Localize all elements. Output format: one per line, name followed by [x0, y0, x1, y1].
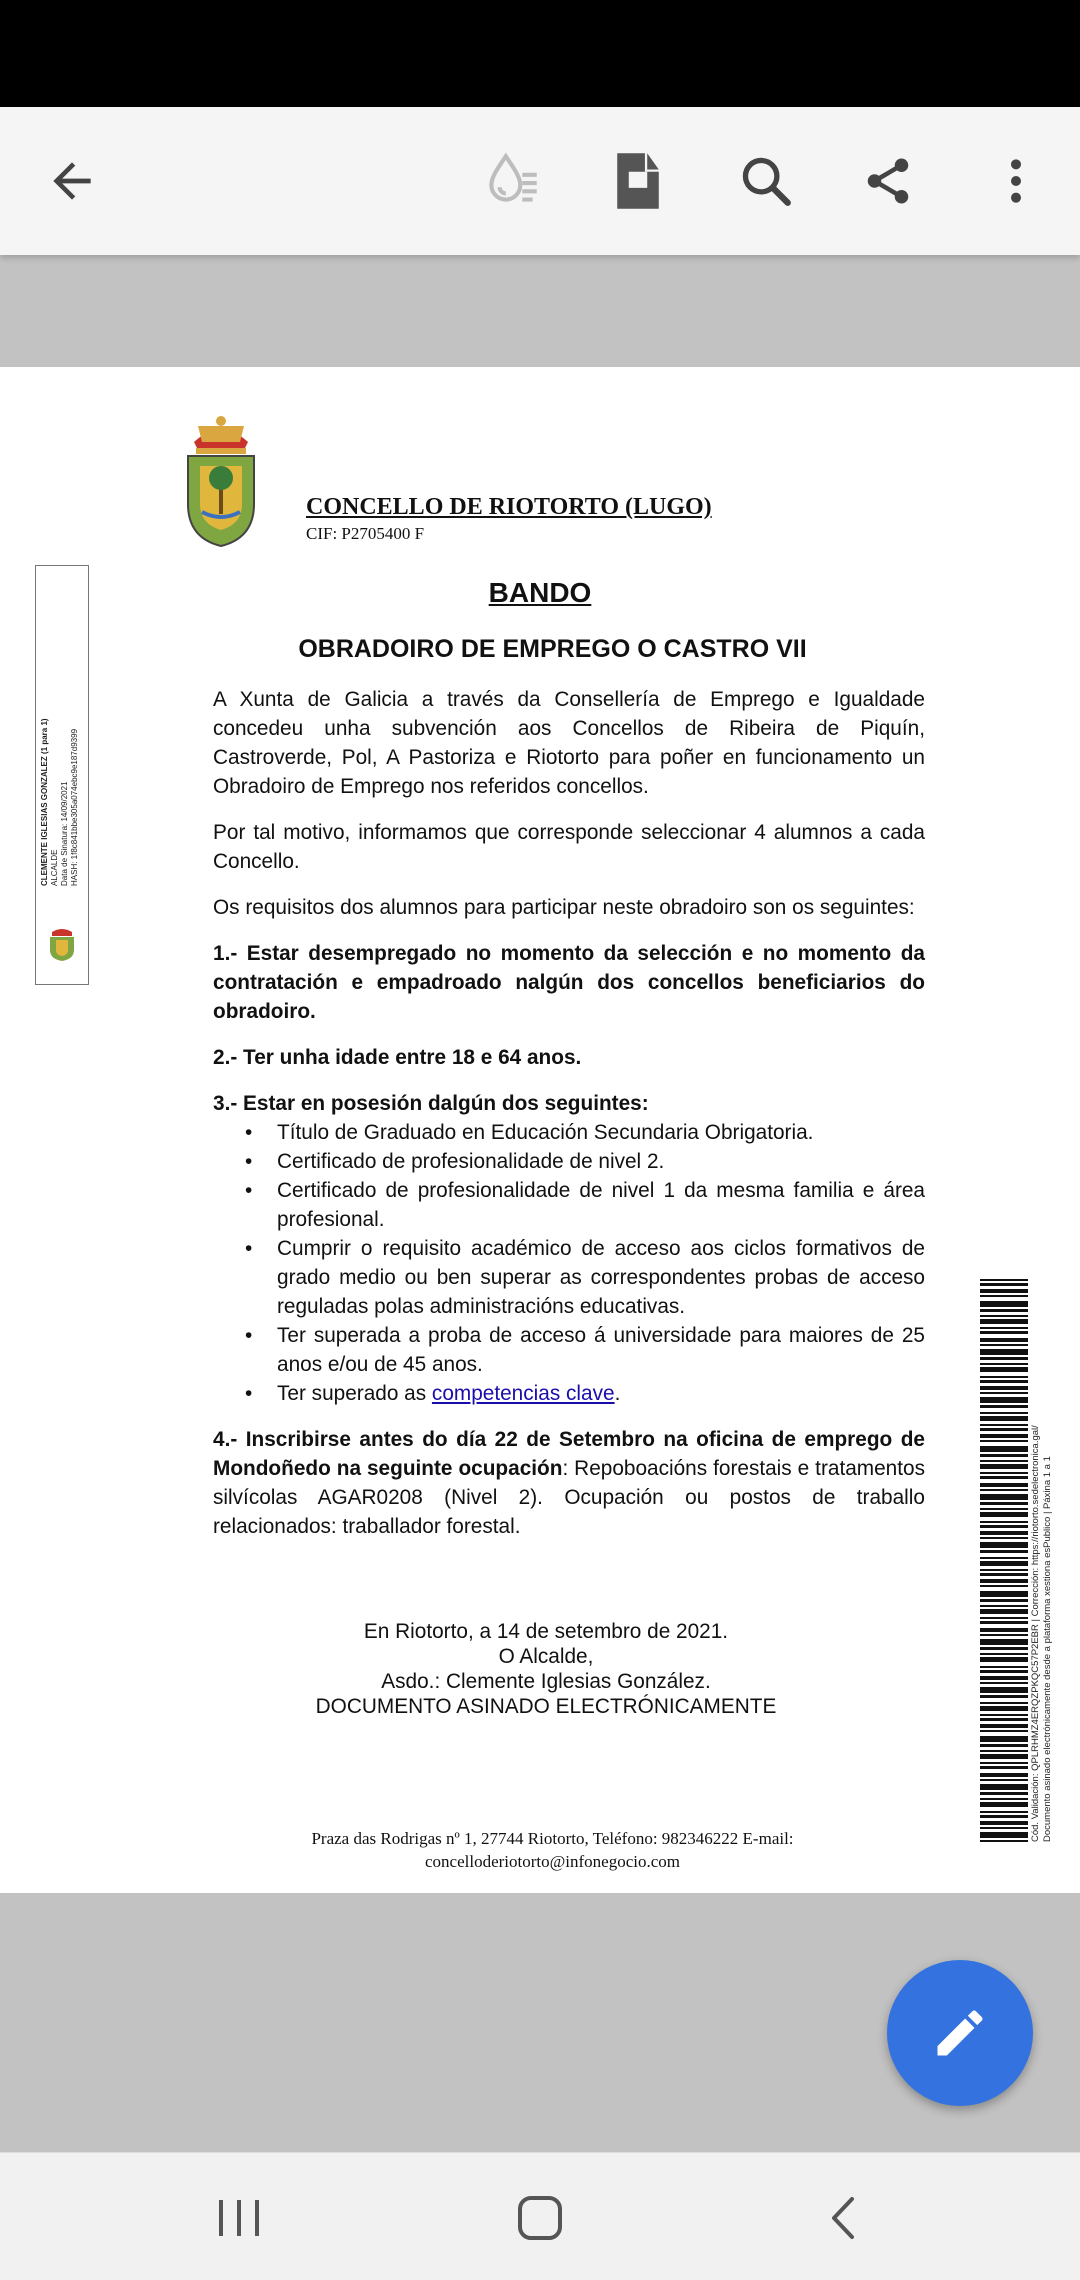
- paragraph-selection: Por tal motivo, informamos que corresponde seleccionar 4 alumnos a cada Concello.: [213, 821, 925, 873]
- barcode-bar: [980, 1489, 1028, 1491]
- barcode-bar: [980, 1508, 1028, 1510]
- barcode-caption: [1030, 1279, 1054, 1842]
- barcode-bar: [980, 1682, 1028, 1684]
- nav-back-icon[interactable]: [808, 2183, 878, 2253]
- requirement-4: [213, 1425, 925, 1541]
- signer-role: ALCALDE: [50, 849, 59, 886]
- pdf-page: [0, 367, 1080, 1893]
- list-item: • Certificado de profesionalidade de nivel 2.: [213, 1147, 925, 1176]
- barcode-bar: [980, 1557, 1028, 1559]
- barcode-bar: [980, 1621, 1028, 1624]
- barcode-bar: [980, 1773, 1028, 1777]
- barcode-bar: [980, 1319, 1028, 1324]
- barcode-bar: [980, 1657, 1028, 1662]
- barcode-bar: [980, 1840, 1028, 1842]
- barcode-bar: [980, 1531, 1028, 1535]
- signature-date: Data de Sinatura: 14/09/2021: [60, 781, 69, 886]
- barcode-platform-note: Documento asinado electrónicamente desde a plataforma xestiona esPublico | Páxina 1 a 1: [1042, 1456, 1053, 1842]
- barcode-bar: [980, 1376, 1028, 1378]
- barcode-bar: [980, 1344, 1028, 1346]
- barcode-bar: [980, 1537, 1028, 1539]
- reading-mode-icon[interactable]: [468, 137, 556, 225]
- requirement-3-title: 3.- Estar en posesión dalgún dos seguintes:: [213, 1092, 649, 1115]
- document-body: [213, 685, 925, 1558]
- barcode-bar: [980, 1483, 1028, 1487]
- barcode-bar: [980, 1521, 1028, 1523]
- system-navigation-bar: [0, 2152, 1080, 2280]
- recent-apps-icon[interactable]: [204, 2183, 274, 2253]
- barcode-bar: [980, 1706, 1028, 1711]
- requirement-4-bold: 4.- Inscribirse antes do día 22 de Setembro na oficina de emprego de Mondoñedo na seguinte ocupación: [213, 1428, 925, 1480]
- barcode-bar: [980, 1494, 1028, 1500]
- barcode-bar: [980, 1525, 1028, 1528]
- barcode-bar: [980, 1338, 1028, 1342]
- barcode-bar: [980, 1301, 1028, 1307]
- barcode-bar: [980, 1744, 1028, 1747]
- barcode-bar: [980, 1724, 1028, 1728]
- barcode-bar: [980, 1784, 1028, 1790]
- barcode-bar: [980, 1363, 1028, 1365]
- barcode-bar: [980, 1327, 1028, 1329]
- paragraph-requirements: Os requisitos dos alumnos para participar neste obradoiro son os seguintes:: [213, 896, 915, 919]
- barcode-bar: [980, 1397, 1028, 1403]
- edit-pencil-icon: [930, 2003, 990, 2063]
- barcode-bar: [980, 1569, 1028, 1571]
- barcode-bar: [980, 1670, 1028, 1673]
- barcode-bar: [980, 1446, 1028, 1452]
- sign-name: Asdo.: Clemente Iglesias González.: [381, 1670, 711, 1693]
- barcode-bar: [980, 1279, 1028, 1281]
- stamp-crest-icon: [48, 926, 76, 962]
- signature-stamp-text: [40, 586, 80, 886]
- barcode-bar: [980, 1454, 1028, 1457]
- signer-name: CLEMENTE IGLESIAS GONZALEZ (1 para 1): [40, 718, 49, 886]
- list-item-suffix: .: [614, 1382, 621, 1405]
- barcode-bar: [980, 1386, 1028, 1390]
- barcode-bar: [980, 1424, 1028, 1426]
- list-item: • Cumprir o requisito académico de acceso aos ciclos formativos de grado medio ou ben superar as correspondentes probas de acceso reguladas polas administracións educativas.: [213, 1234, 925, 1321]
- edit-fab-button[interactable]: [887, 1960, 1033, 2106]
- barcode-validation-code: Cód. Validación: QPLRHMZ4ERQZPKQC57P2EBR | Corrección: https://riotorto.sedelectronica.gal/: [1030, 1425, 1041, 1842]
- more-options-icon[interactable]: [972, 137, 1060, 225]
- barcode-bar: [980, 1815, 1028, 1818]
- document-view-icon[interactable]: [594, 137, 682, 225]
- barcode-bar: [980, 1779, 1028, 1781]
- barcode-bar: [980, 1561, 1028, 1566]
- barcode-bar: [980, 1315, 1028, 1317]
- organization-cif: CIF: P2705400 F: [306, 524, 425, 543]
- requirement-4-rest: : Repoboacións forestais e tratamentos silvícolas AGAR0208 (Nivel 2). Ocupación ou postos de traballo relacionados: traballador forestal.: [213, 1457, 925, 1538]
- barcode-bar: [980, 1472, 1028, 1474]
- home-icon[interactable]: [505, 2183, 575, 2253]
- barcode-bar: [980, 1687, 1028, 1693]
- barcode-bar: [980, 1647, 1028, 1650]
- barcode-bar: [980, 1309, 1028, 1312]
- barcode-bar: [980, 1464, 1028, 1469]
- barcode-bar: [980, 1762, 1028, 1764]
- list-item: • Título de Graduado en Educación Secundaria Obrigatoria.: [213, 1118, 925, 1147]
- requirement-3-list: [213, 1118, 925, 1408]
- barcode-bar: [980, 1460, 1028, 1462]
- barcode-bar: [980, 1827, 1028, 1829]
- list-item: • Ter superada a proba de acceso á universidade para maiores de 25 anos e/ou de 45 anos.: [213, 1321, 925, 1379]
- barcode-bar: [980, 1405, 1028, 1408]
- barcode-bar: [980, 1832, 1028, 1838]
- barcode-bar: [980, 1440, 1028, 1442]
- barcode-bar: [980, 1802, 1028, 1807]
- barcode-bar: [980, 1579, 1028, 1583]
- barcode-bar: [980, 1798, 1028, 1800]
- barcode-bar: [980, 1416, 1028, 1421]
- signature-block: [0, 1619, 1080, 1719]
- barcode-bar: [980, 1639, 1028, 1645]
- signature-hash: HASH: 1f8c841bbe305a074ebc9e187d9399: [70, 728, 79, 886]
- barcode-bar: [980, 1295, 1028, 1297]
- barcode-bar: [980, 1542, 1028, 1548]
- barcode-bar: [980, 1609, 1028, 1614]
- signature-stamp-box: [35, 565, 89, 985]
- barcode-bar: [980, 1550, 1028, 1553]
- barcode-bar: [980, 1792, 1028, 1795]
- requirement-2: 2.- Ter unha idade entre 18 e 64 anos.: [213, 1046, 582, 1069]
- barcode-bar: [980, 1392, 1028, 1394]
- pdf-viewer[interactable]: [0, 255, 1080, 2152]
- sign-place-date: En Riotorto, a 14 de setembro de 2021.: [363, 1620, 729, 1643]
- top-toolbar: [0, 107, 1080, 255]
- barcode-bar: [980, 1617, 1028, 1619]
- barcode-bar: [980, 1821, 1028, 1825]
- sign-electronic-note: DOCUMENTO ASINADO ELECTRÓNICAMENTE: [315, 1695, 777, 1718]
- footer-email: concelloderiotorto@infonegocio.com: [425, 1852, 680, 1871]
- barcode-bar: [980, 1349, 1028, 1355]
- barcode-bar: [980, 1502, 1028, 1505]
- back-arrow-icon[interactable]: [28, 137, 116, 225]
- barcode-bar: [980, 1434, 1028, 1438]
- document-footer: [0, 1827, 1080, 1873]
- barcode-bar: [980, 1714, 1028, 1716]
- list-item: • Certificado de profesionalidade de nivel 1 da mesma familia e área profesional.: [213, 1176, 925, 1234]
- barcode-bar: [980, 1512, 1028, 1517]
- share-icon[interactable]: [844, 137, 932, 225]
- barcode-bar: [980, 1695, 1028, 1698]
- search-icon[interactable]: [722, 137, 810, 225]
- requirement-1: 1.- Estar desempregado no momento da selección e no momento da contratación e empadroado nalgún dos concellos beneficiarios do obradoiro.: [213, 942, 925, 1023]
- barcode-bar: [980, 1736, 1028, 1742]
- paragraph-intro: A Xunta de Galicia a través da Consellería de Emprego e Igualdade concedeu unha subvención aos Concellos de Ribeira de Piquín, Castroverde, Pol, A Pastoriza e Riotorto para poñer en funcionamento un Obradoiro de Emprego nos referidos concellos.: [213, 688, 925, 798]
- footer-address: Praza das Rodrigas nº 1, 27744 Riotorto, Teléfono: 982346222 E-mail:: [311, 1829, 794, 1848]
- barcode-bar: [980, 1289, 1028, 1293]
- barcode-bar: [980, 1331, 1028, 1334]
- barcode-bar: [980, 1283, 1028, 1286]
- barcode-bar: [980, 1412, 1028, 1414]
- barcode-bar: [980, 1730, 1028, 1732]
- bando-heading: BANDO: [488, 577, 592, 608]
- status-bar: [0, 0, 1080, 107]
- barcode-bar: [980, 1591, 1028, 1597]
- barcode-bar: [980, 1428, 1028, 1431]
- barcode-bar: [980, 1666, 1028, 1668]
- barcode-bar: [980, 1676, 1028, 1680]
- competencias-clave-link[interactable]: competencias clave: [431, 1382, 615, 1405]
- list-item-prefix: Ter superado as: [277, 1382, 432, 1405]
- barcode-bar: [980, 1573, 1028, 1576]
- barcode-bar: [980, 1718, 1028, 1721]
- barcode-bar: [980, 1811, 1028, 1813]
- barcode-bar: [980, 1702, 1028, 1704]
- barcode-bar: [980, 1599, 1028, 1602]
- sign-role: O Alcalde,: [498, 1645, 594, 1668]
- barcode-bar: [980, 1754, 1028, 1759]
- document-subtitle: OBRADOIRO DE EMPREGO O CASTRO VII: [298, 635, 807, 663]
- barcode-bar: [980, 1605, 1028, 1607]
- barcode-bar: [980, 1367, 1028, 1372]
- municipal-crest-logo: [180, 412, 262, 548]
- organization-title: CONCELLO DE RIOTORTO (LUGO): [306, 494, 712, 520]
- barcode-bar: [980, 1766, 1028, 1769]
- barcode-bar: [980, 1476, 1028, 1479]
- validation-barcode: [980, 1279, 1028, 1842]
- barcode-bar: [980, 1750, 1028, 1752]
- barcode-bar: [980, 1634, 1028, 1636]
- list-item: [213, 1379, 925, 1408]
- barcode-bar: [980, 1585, 1028, 1587]
- barcode-bar: [980, 1653, 1028, 1655]
- barcode-bar: [980, 1357, 1028, 1360]
- barcode-bar: [980, 1628, 1028, 1632]
- barcode-bar: [980, 1380, 1028, 1383]
